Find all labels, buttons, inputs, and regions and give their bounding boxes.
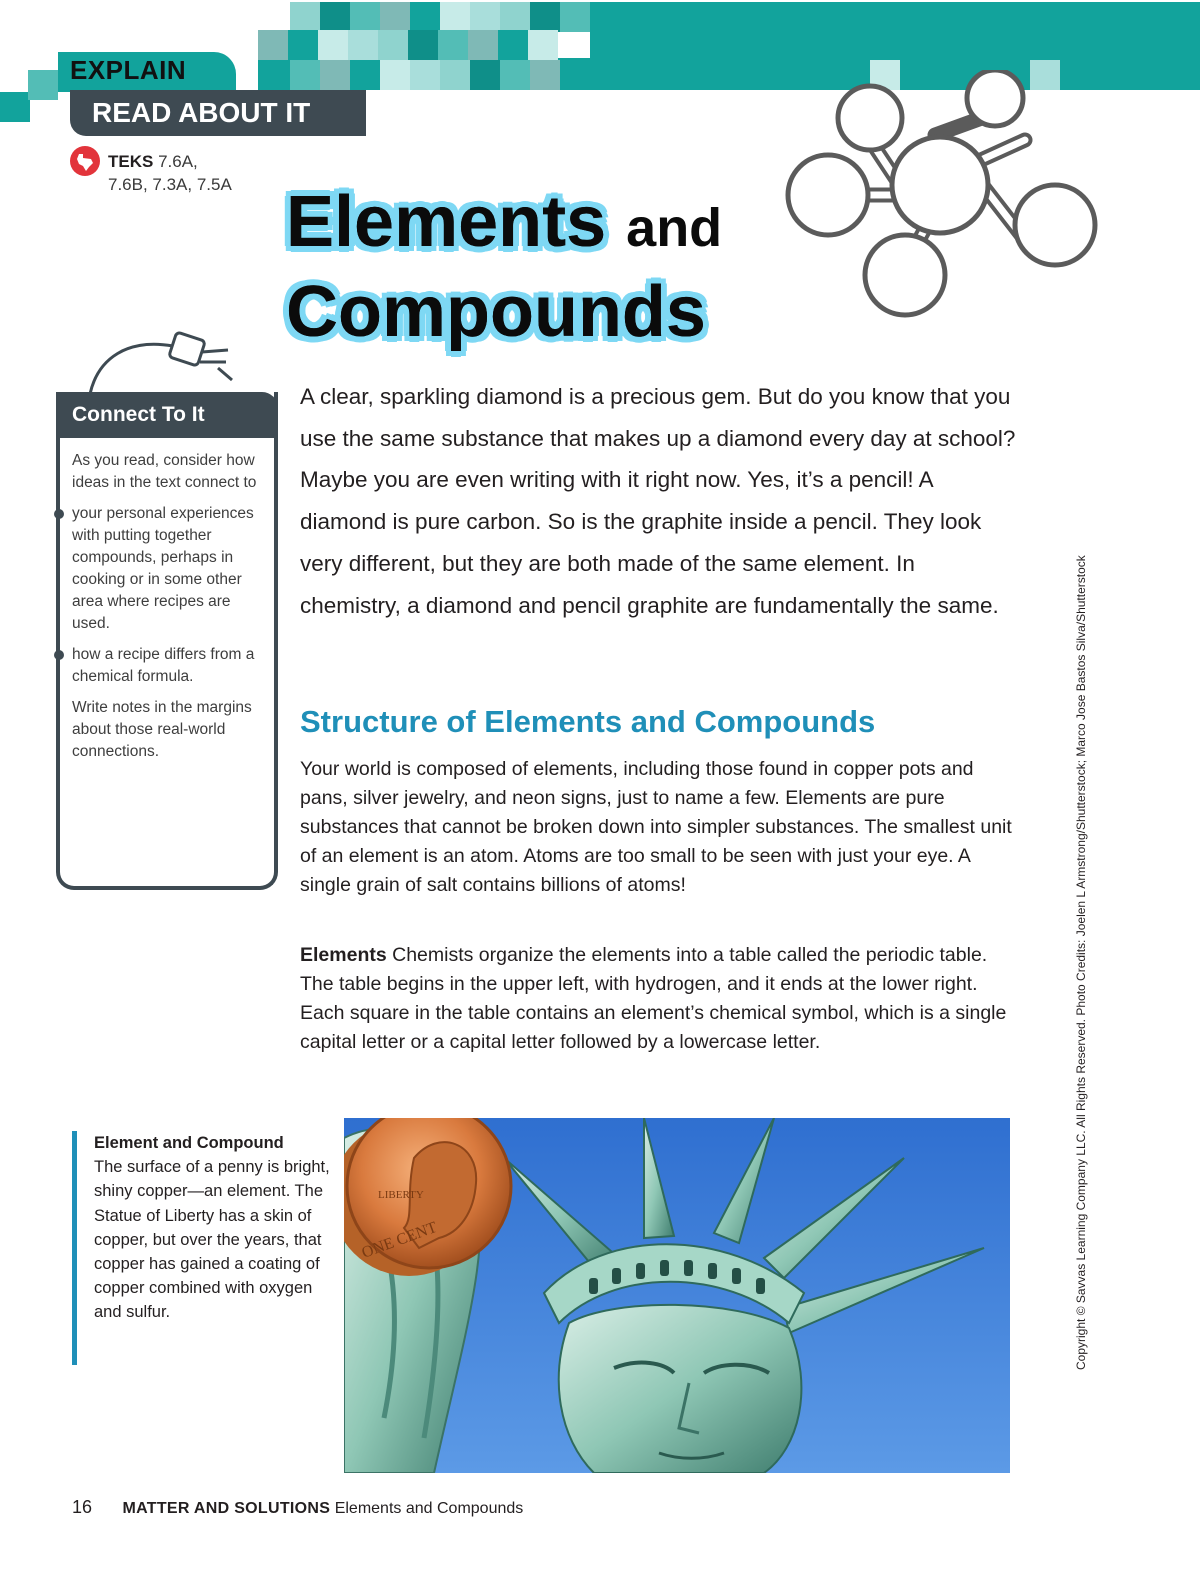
banner-tile <box>378 30 408 60</box>
banner-tile <box>498 30 528 60</box>
title-word-compounds: Compounds <box>286 272 706 352</box>
banner-tile <box>320 2 350 32</box>
title-word-elements: Elements <box>286 182 607 262</box>
banner-tile <box>438 30 468 60</box>
read-about-it-label: READ ABOUT IT <box>92 97 311 128</box>
connect-intro: As you read, consider how ideas in the text connect to <box>72 452 257 491</box>
section-paragraph-2 <box>300 941 1020 1057</box>
banner-tile <box>258 30 288 60</box>
intro-paragraph: A clear, sparkling diamond is a precious gem. But do you know that you use the same substance that makes up a diamond every day at school? Maybe you are even writing with it right now. Yes, it’s a pencil! A diamond is pure carbon. So is the graphite inside a pencil. They look very different, but they are both made of the same element. In chemistry, a diamond and pencil graphite are fundamentally the same. <box>300 384 1016 618</box>
connect-title: Connect To It <box>72 403 205 426</box>
banner-tile <box>560 2 590 32</box>
banner-tile <box>348 30 378 60</box>
banner-tile <box>500 60 530 90</box>
statue-of-liberty-photo <box>344 1118 1010 1473</box>
banner-tile <box>440 60 470 90</box>
credits <box>1074 555 1088 1371</box>
banner-tile <box>410 60 440 90</box>
paragraph-2-text: Chemists organize the elements into a table called the periodic table. The table begins in the upper left, with hydrogen, and it ends at the lower right. Each square in the table contains an element’s chemical symbol, which is a single capital letter or a capital letter followed by a lowercase letter. <box>300 944 1007 1053</box>
banner-tile <box>318 30 348 60</box>
banner-strip <box>590 2 1200 58</box>
banner-tile <box>408 30 438 60</box>
photo-caption <box>94 1131 334 1325</box>
decor-tile <box>28 70 58 100</box>
penny-cent-text: ONE CENT <box>359 1218 440 1262</box>
section-heading: Structure of Elements and Compounds <box>300 704 876 739</box>
unit-name: MATTER AND SOLUTIONS <box>122 1500 331 1517</box>
connect-outro: Write notes in the margins about those real-world connections. <box>72 699 252 760</box>
teks-line2: 7.6B, 7.3A, 7.5A <box>108 175 232 194</box>
banner-tile <box>720 60 750 90</box>
banner-tile <box>470 2 500 32</box>
banner-tile <box>530 60 560 90</box>
caption-title: Element and Compound <box>94 1134 284 1152</box>
banner-tile <box>288 30 318 60</box>
banner-tile <box>290 60 320 90</box>
connect-bullet-2: how a recipe differs from a chemical formula. <box>72 646 255 685</box>
banner-tile <box>470 60 500 90</box>
banner-tile <box>500 2 530 32</box>
banner-tile <box>410 2 440 32</box>
connect-bullet-1: your personal experiences with putting together compounds, perhaps in cooking or in some other area where recipes are used. <box>72 505 254 632</box>
banner-tile <box>350 60 380 90</box>
bullet-dot <box>54 650 64 660</box>
explain-label: EXPLAIN <box>70 55 187 85</box>
page-number: 16 <box>72 1497 93 1517</box>
section-paragraph-1: Your world is composed of elements, including those found in copper pots and pans, silver jewelry, and neon signs, just to name a few. Elements are pure substances that cannot be broken down into simpler substances. The smallest unit of an element is an atom. Atoms are too small to be seen with just your eye. A single grain of salt contains billions of atoms! <box>300 758 1012 896</box>
teks-standards <box>108 150 232 196</box>
molecule-icon <box>780 70 1110 320</box>
chapter-name: Elements and Compounds <box>334 1500 524 1517</box>
caption-bar <box>72 1131 77 1365</box>
credits-text: Copyright © Savvas Learning Company LLC. All Rights Reserved. Photo Credits: Joelen L Armstrong/Shutterstock; Marco Jose Bastos Silva/Shutterstock <box>1074 555 1088 1370</box>
paragraph-lead: Elements <box>300 944 387 966</box>
banner-tile <box>350 2 380 32</box>
texas-icon <box>70 146 100 176</box>
teks-label: TEKS <box>108 152 154 171</box>
connect-body <box>72 450 262 772</box>
banner-tile <box>380 2 410 32</box>
caption-text: The surface of a penny is bright, shiny copper—an element. The Statue of Liberty has a skin of copper, but over the years, that copper has gained a coating of copper combined with oxygen and sulfur. <box>94 1158 330 1322</box>
banner-tile <box>440 2 470 32</box>
plug-icon <box>88 328 248 398</box>
banner-tile <box>468 30 498 60</box>
page-title <box>286 180 722 354</box>
penny-liberty-text: LIBERTY <box>378 1189 424 1201</box>
bullet-dot <box>54 509 64 519</box>
banner-tile <box>530 2 560 32</box>
title-word-and: and <box>626 198 723 258</box>
banner-tile <box>528 30 558 60</box>
teks-line1: 7.6A, <box>158 152 198 171</box>
page-footer <box>72 1497 523 1518</box>
banner-tile <box>290 2 320 32</box>
banner-tile <box>380 60 410 90</box>
decor-tile <box>0 92 30 122</box>
banner-tile <box>320 60 350 90</box>
